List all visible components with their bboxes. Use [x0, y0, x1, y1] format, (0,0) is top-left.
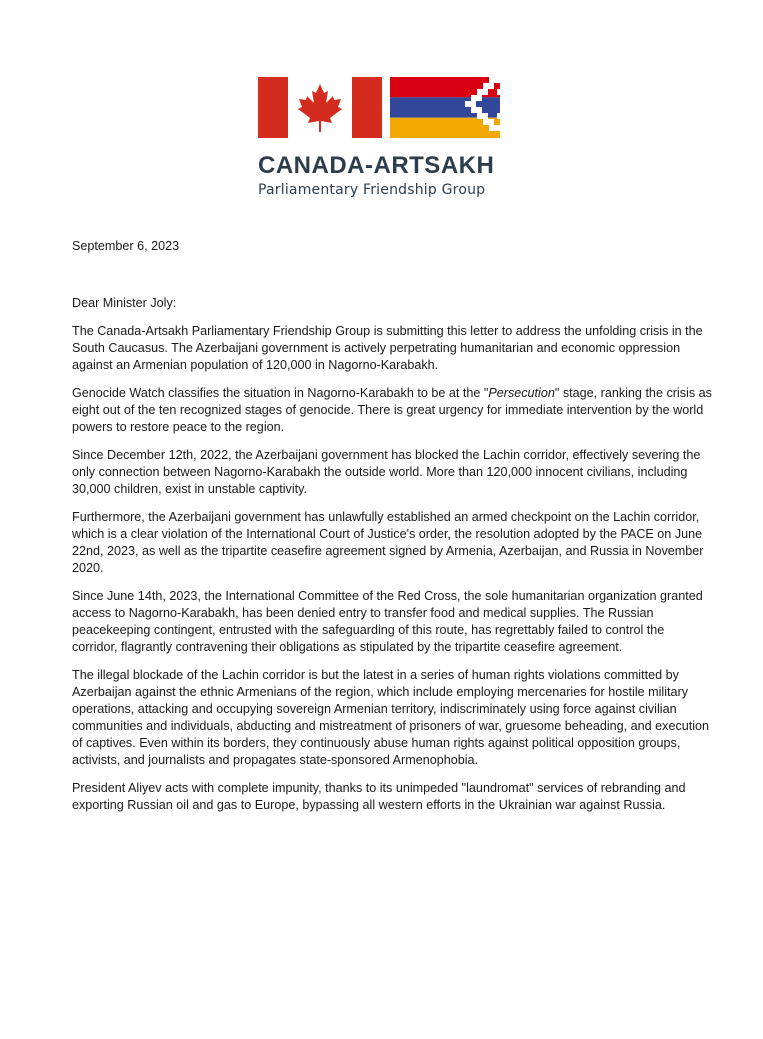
- maple-leaf-icon: [296, 83, 344, 133]
- letter-date: September 6, 2023: [72, 239, 180, 253]
- paragraph-3: Since December 12th, 2022, the Azerbaijani government has blocked the Lachin corridor, effectively severing the only connection between Nagorno-Karabakh the outside world. More than 120,000 innocent civilians, including 30,000 children, exist in unstable captivity.: [72, 448, 701, 496]
- paragraph-5: Since June 14th, 2023, the International Committee of the Red Cross, the sole humanitarian organization granted access to Nagorno-Karabakh, has been denied entry to transfer food and medical supplies. The Russian peacekeeping contingent, entrusted with the safeguarding of this route, has regrettably failed to control the corridor, flagrantly contravening their obligations as stipulated by the tripartite ceasefire agreement.: [72, 589, 703, 654]
- letter-salutation: Dear Minister Joly:: [72, 296, 177, 310]
- paragraph-4: Furthermore, the Azerbaijani government has unlawfully established an armed checkpoint on the Lachin corridor, which is a clear violation of the International Court of Justice's order, the resolution adopted by the PACE on June 22nd, 2023, as well as the tripartite ceasefire agreement signed by Armenia, Azerbaijan, and Russia in November 2020.: [72, 510, 704, 575]
- paragraph-6: The illegal blockade of the Lachin corridor is but the latest in a series of human rights violations committed by Azerbaijan against the ethnic Armenians of the region, which include employing mercenaries for hostile military operations, attacking and occupying sovereign Armenian territory, indiscriminately using force against civilian communities and individuals, abducting and mistreatment of prisoners of war, gruesome beheading, and execution of captives. Even within its borders, they continuously abuse human rights against political opposition groups, activists, and journalists and propagates state-sponsored Armenophobia.: [72, 668, 710, 767]
- logo-subtitle: Parliamentary Friendship Group: [258, 182, 486, 198]
- canada-flag-icon: [258, 77, 382, 138]
- letter-body: [72, 238, 712, 814]
- artsakh-flag-icon: [390, 77, 500, 138]
- paragraph-7: President Aliyev acts with complete impunity, thanks to its unimpeded "laundromat" services of rebranding and exporting Russian oil and gas to Europe, bypassing all western efforts in the Ukrainian war against Russia.: [72, 781, 686, 812]
- paragraph-2: Genocide Watch classifies the situation in Nagorno-Karabakh to be at the "Persecution" stage, ranking the crisis as eight out of the ten recognized stages of genocide. There is great urgency for immediate intervention by the world powers to restore peace to the region.: [72, 386, 712, 434]
- logo-flags: [258, 77, 508, 138]
- canada-artsakh-logo: [258, 77, 508, 198]
- paragraph-1: The Canada-Artsakh Parliamentary Friendship Group is submitting this letter to address the unfolding crisis in the South Caucasus. The Azerbaijani government is actively perpetrating humanitarian and economic oppression against an Armenian population of 120,000 in Nagorno-Karabakh.: [72, 324, 703, 372]
- logo-title: CANADA-ARTSAKH: [258, 152, 495, 179]
